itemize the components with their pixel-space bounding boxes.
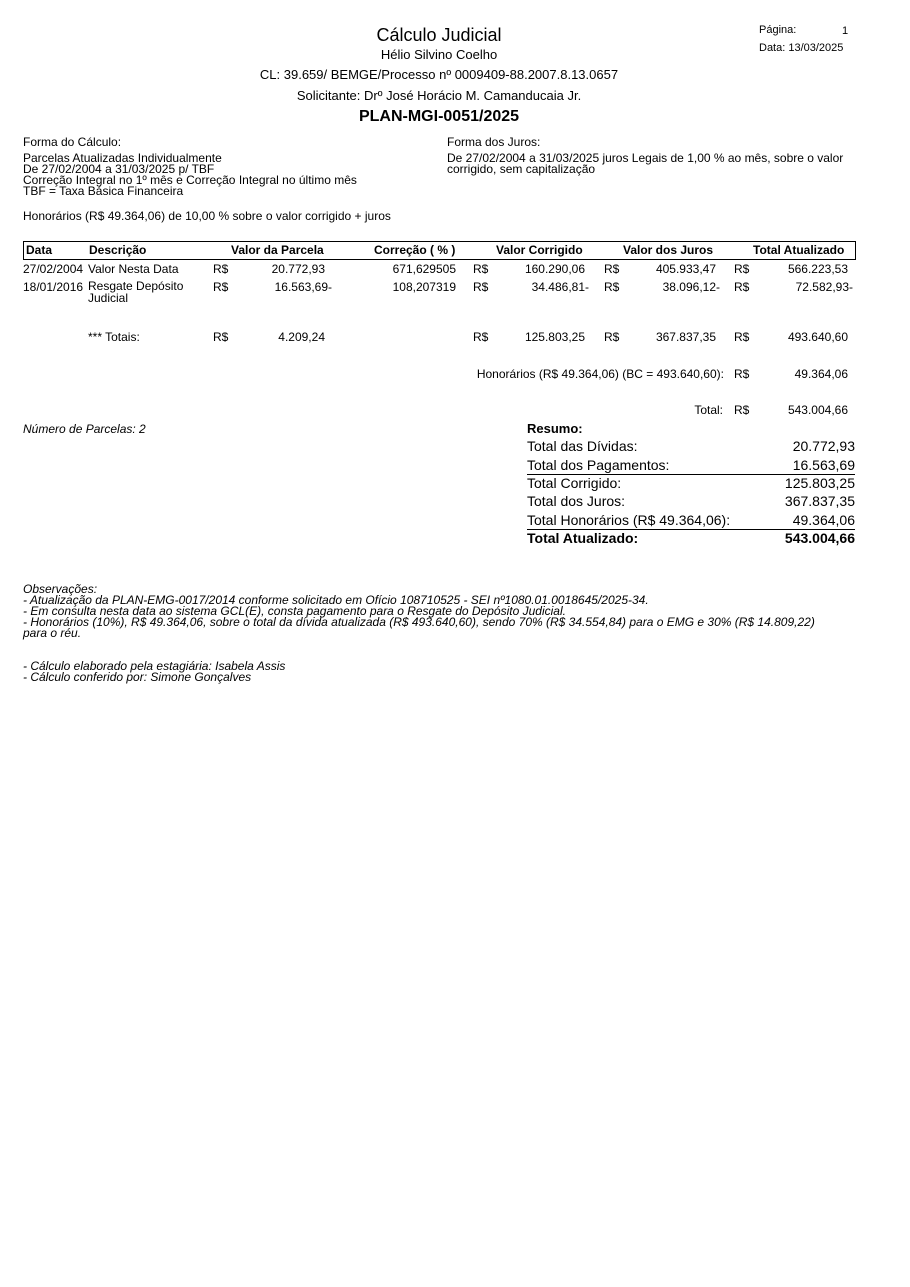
interest-form-line: corrigido, sem capitalização	[447, 162, 596, 176]
col-description: Descrição	[89, 243, 147, 257]
currency-symbol: R$	[604, 262, 620, 276]
row-description	[88, 280, 183, 304]
row-correction: 108,207319	[392, 280, 456, 294]
totals-installment: 4.209,24	[278, 330, 325, 344]
currency-symbol: R$	[734, 330, 750, 344]
currency-symbol: R$	[604, 280, 620, 294]
observations-title: Observações:	[23, 582, 98, 596]
row-corrected: 34.486,81-	[531, 280, 589, 294]
row-installment: 16.563,69-	[274, 280, 332, 294]
row-date: 18/01/2016	[23, 280, 84, 294]
summary-title: Resumo:	[527, 421, 583, 436]
document-title: Cálculo Judicial	[376, 25, 502, 45]
currency-symbol: R$	[473, 330, 489, 344]
summary-label: Total dos Pagamentos:	[527, 457, 670, 473]
table-header	[23, 241, 856, 260]
currency-symbol: R$	[213, 330, 229, 344]
summary-final-value: 543.004,66	[784, 530, 855, 546]
summary-label: Total das Dívidas:	[527, 438, 638, 454]
currency-symbol: R$	[734, 403, 750, 417]
observations	[23, 584, 815, 639]
row-date: 27/02/2004	[23, 262, 84, 276]
col-installment: Valor da Parcela	[231, 243, 324, 257]
row-total: 72.582,93-	[795, 280, 853, 294]
row-description: Valor Nesta Data	[88, 262, 179, 276]
col-total: Total Atualizado	[753, 243, 845, 257]
col-corrected: Valor Corrigido	[496, 243, 583, 257]
installment-count: Número de Parcelas: 2	[23, 422, 146, 436]
summary-label: Total Corrigido:	[527, 475, 622, 491]
row-installment: 20.772,93	[271, 262, 325, 276]
summary-label: Total dos Juros:	[527, 493, 626, 509]
currency-symbol: R$	[213, 280, 229, 294]
totals-corrected: 125.803,25	[524, 330, 585, 344]
summary-value: 49.364,06	[792, 512, 855, 528]
observation-line: - Em consulta nesta data ao sistema GCL(E), consta pagamento para o Resgate do Depósito Judicial.	[23, 604, 566, 618]
row-correction: 671,629505	[392, 262, 456, 276]
currency-symbol: R$	[473, 262, 489, 276]
calc-form-details	[23, 153, 357, 197]
currency-symbol: R$	[734, 367, 750, 381]
calc-form-line: TBF = Taxa Básica Financeira	[23, 184, 184, 198]
totals-label: *** Totais:	[88, 330, 140, 344]
fees-note: Honorários (R$ 49.364,06) de 10,00 % sobre o valor corrigido + juros	[23, 209, 391, 223]
currency-symbol: R$	[473, 280, 489, 294]
credits	[23, 661, 285, 683]
summary-value: 367.837,35	[784, 493, 855, 509]
row-description-line: Judicial	[88, 291, 129, 305]
currency-symbol: R$	[734, 262, 750, 276]
interest-form-label: Forma dos Juros:	[447, 135, 541, 149]
page-label: Página:	[759, 24, 797, 36]
row-description-line: Resgate Depósito	[88, 279, 184, 293]
totals-interest: 367.837,35	[655, 330, 716, 344]
fees-line-value: 49.364,06	[794, 367, 848, 381]
col-date: Data	[26, 243, 53, 257]
totals-total: 493.640,60	[787, 330, 848, 344]
row-interest: 405.933,47	[655, 262, 716, 276]
interest-form-details	[447, 153, 843, 175]
summary-value: 20.772,93	[792, 438, 855, 454]
credit-line: - Cálculo elaborado pela estagiária: Isabela Assis	[23, 659, 286, 673]
credit-line: - Cálculo conferido por: Simone Gonçalves	[23, 670, 252, 684]
page-number: 1	[842, 25, 849, 37]
col-correction: Correção ( % )	[374, 243, 456, 257]
row-corrected: 160.290,06	[524, 262, 585, 276]
requester: Solicitante: Drº José Horácio M. Camanducaia Jr.	[296, 88, 582, 103]
fees-line-label: Honorários (R$ 49.364,06) (BC = 493.640,60):	[476, 367, 724, 381]
row-interest: 38.096,12-	[662, 280, 720, 294]
grand-total-label: Total:	[694, 403, 723, 417]
observation-line: - Atualização da PLAN-EMG-0017/2014 conforme solicitado em Ofício 108710525 - SEI nº1080.01.0018645/2025-34.	[23, 593, 649, 607]
row-total: 566.223,53	[787, 262, 848, 276]
calc-form-line: Correção Integral no 1º mês e Correção Integral no último mês	[23, 173, 357, 187]
currency-symbol: R$	[604, 330, 620, 344]
calc-form-line: De 27/02/2004 a 31/03/2025 p/ TBF	[23, 162, 215, 176]
summary-label: Total Honorários (R$ 49.364,06):	[527, 512, 731, 528]
summary-value: 16.563,69	[792, 457, 855, 473]
summary-final-label: Total Atualizado:	[527, 530, 639, 546]
col-interest: Valor dos Juros	[623, 243, 714, 257]
party-name: Hélio Silvino Coelho	[380, 47, 498, 62]
observation-line: - Honorários (10%), R$ 49.364,06, sobre o total da dívida atualizada (R$ 493.640,60), sendo 70% (R$ 34.554,84) para o EMG e 30% (R$ 14.809,22)	[23, 615, 815, 629]
document-date: Data: 13/03/2025	[759, 42, 844, 54]
plan-code: PLAN-MGI-0051/2025	[358, 108, 520, 125]
calc-form-line: Parcelas Atualizadas Individualmente	[23, 151, 222, 165]
currency-symbol: R$	[734, 280, 750, 294]
summary-value: 125.803,25	[784, 475, 855, 491]
interest-form-line: De 27/02/2004 a 31/03/2025 juros Legais de 1,00 % ao mês, sobre o valor	[447, 151, 844, 165]
grand-total-value: 543.004,66	[787, 403, 848, 417]
calc-form-label: Forma do Cálculo:	[23, 135, 122, 149]
process-number: CL: 39.659/ BEMGE/Processo nº 0009409-88.2007.8.13.0657	[259, 67, 619, 82]
currency-symbol: R$	[213, 262, 229, 276]
observation-line: para o réu.	[23, 626, 82, 640]
